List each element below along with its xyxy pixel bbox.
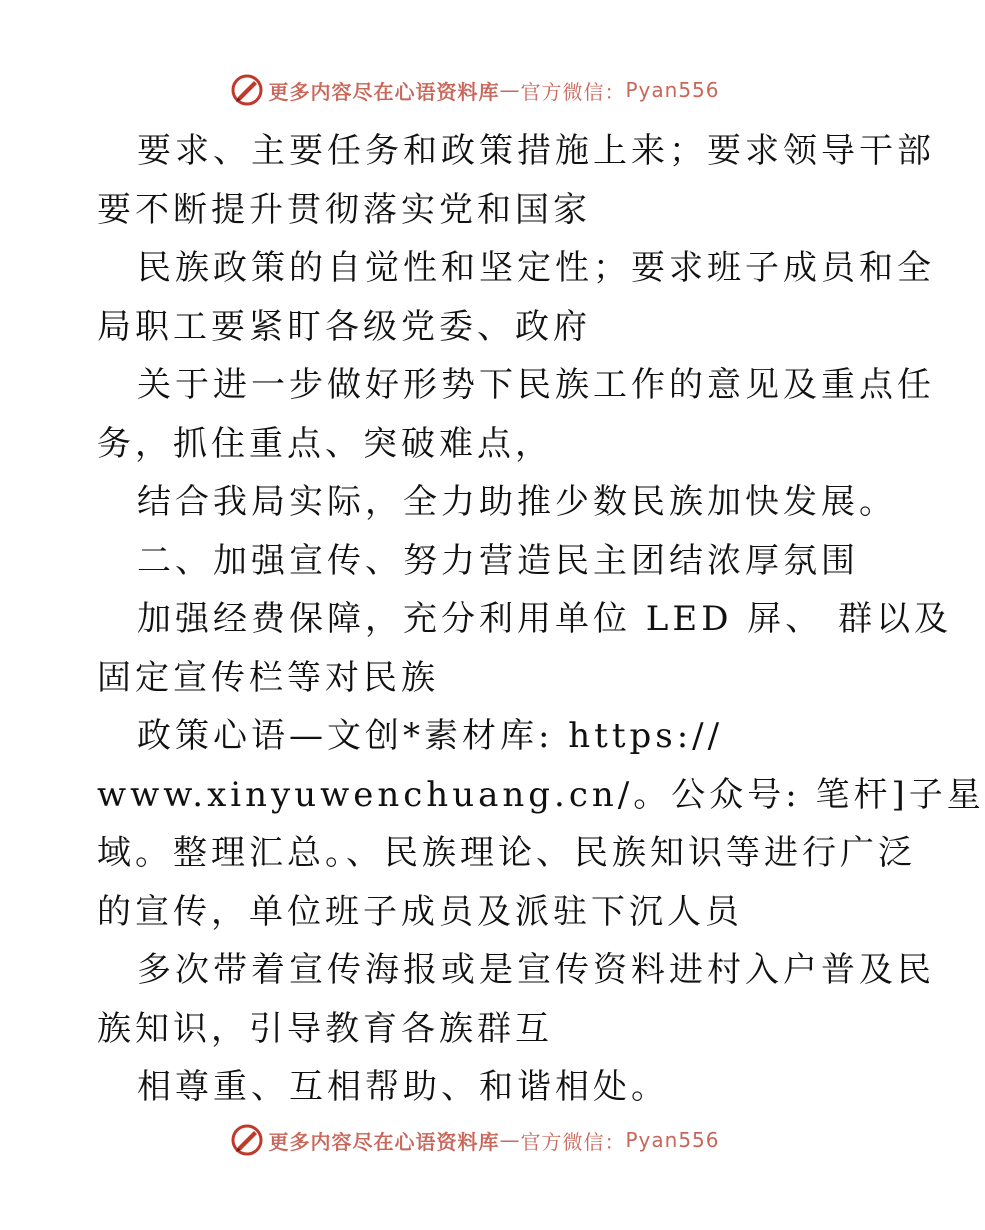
body-line: 域。整理汇总。、民族理论、民族知识等进行广泛 (97, 833, 916, 873)
header-banner (0, 70, 950, 110)
banner-separator: — (499, 1128, 521, 1152)
pen-logo-icon (230, 1123, 264, 1157)
body-line: 加强经费保障，充分利用单位 LED 屏、 群以及 (137, 599, 953, 639)
body-line: 民族政策的自觉性和坚定性；要求班子成员和全 (137, 248, 935, 288)
body-line: 族知识，引导教育各族群互 (97, 1008, 553, 1049)
body-line: 结合我局实际，全力助推少数民族加快发展。 (137, 482, 897, 522)
body-line: 务，抓住重点、突破难点， (97, 423, 553, 464)
body-line: 关于进一步做好形势下民族工作的意见及重点任 (137, 365, 935, 405)
banner-brand: 更多内容尽在心语资料库 (268, 1129, 500, 1154)
banner-wechat-label: 官方微信： (520, 79, 626, 104)
banner-separator: — (499, 78, 521, 102)
body-line: 要求、主要任务和政策措施上来；要求领导干部 (137, 131, 935, 171)
body-line: 相尊重、互相帮助、和谐相处。 (137, 1067, 669, 1107)
body-line: 固定宣传栏等对民族 (97, 657, 439, 698)
body-line: 二、加强宣传、努力营造民主团结浓厚氛围 (137, 540, 859, 581)
document-body (97, 122, 985, 1117)
banner-wechat-id: Pyan556 (625, 1128, 720, 1152)
body-line: 局职工要紧盯各级党委、政府 (97, 306, 591, 347)
pen-logo-icon (230, 73, 264, 107)
banner-wechat-label: 官方微信： (520, 1129, 626, 1154)
body-line: 多次带着宣传海报或是宣传资料进村入户普及民 (137, 950, 935, 990)
body-line: 政策心语—文创*素材库: https:// (137, 716, 724, 756)
banner-brand: 更多内容尽在心语资料库 (268, 79, 500, 104)
body-line: 要不断提升贯彻落实党和国家 (97, 189, 591, 230)
footer-banner (0, 1120, 950, 1160)
banner-wechat-id: Pyan556 (625, 78, 720, 102)
body-line: 的宣传，单位班子成员及派驻下沉人员 (97, 891, 743, 932)
body-line: www.xinyuwenchuang.cn/。公众号: 笔杆]子星 (97, 774, 985, 815)
